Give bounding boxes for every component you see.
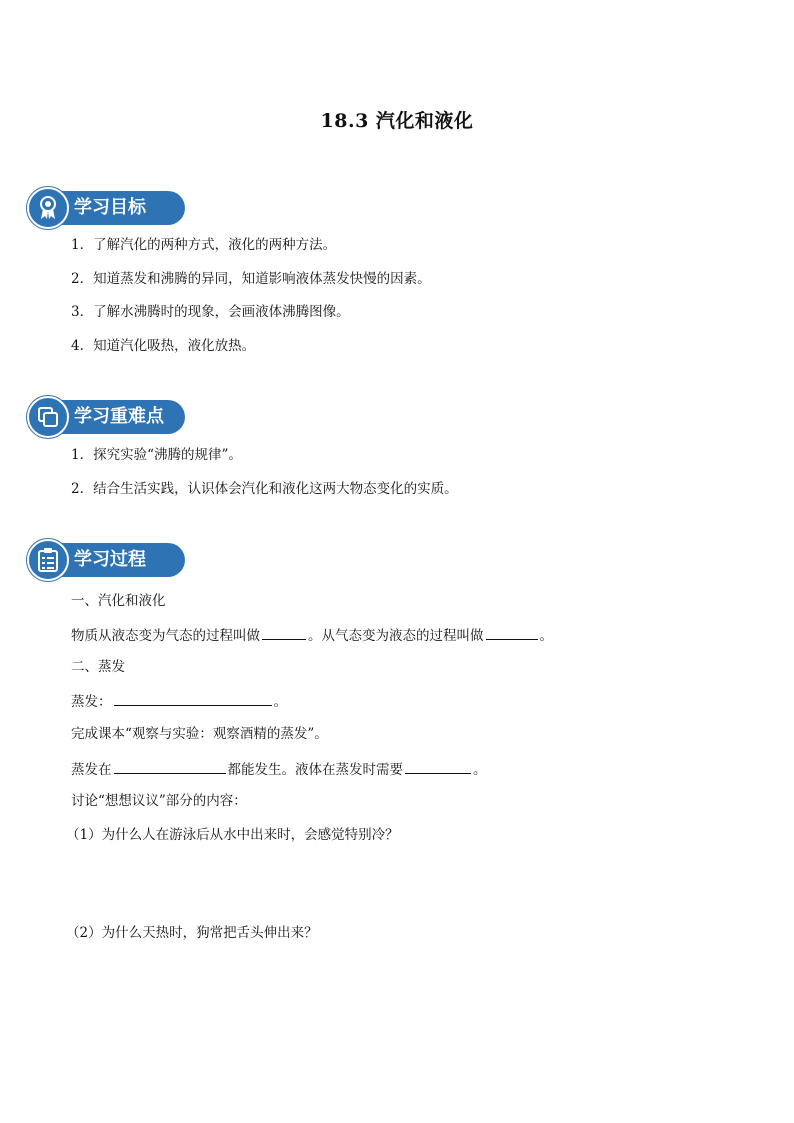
task-line: 完成课本“观察与实验：观察酒精的蒸发”。 <box>71 726 328 742</box>
page-title: 18.3 汽化和液化 <box>320 110 474 132</box>
answer-blank[interactable] <box>262 625 306 640</box>
fill-in-sentence <box>71 625 553 645</box>
answer-blank[interactable] <box>405 759 471 774</box>
goal-item: 2．知道蒸发和沸腾的异同，知道影响液体蒸发快慢的因素。 <box>71 271 431 287</box>
sentence-text: 蒸发： <box>71 694 112 710</box>
sentence-text: 蒸发在 <box>71 762 112 778</box>
section-header-key-points <box>27 396 187 438</box>
stacked-pages-icon <box>27 396 69 438</box>
sentence-text: 。 <box>273 694 287 710</box>
award-ribbon-icon <box>27 187 69 229</box>
sentence-text: 都能发生。液体在蒸发时需要 <box>227 762 403 778</box>
answer-blank[interactable] <box>114 759 226 774</box>
key-point-item: 2．结合生活实践，认识体会汽化和液化这两大物态变化的实质。 <box>71 481 458 497</box>
discussion-prompt: 讨论“想想议议”部分的内容： <box>71 793 247 809</box>
goal-item: 4．知道汽化吸热，液化放热。 <box>71 338 256 354</box>
clipboard-checklist-icon <box>27 539 69 581</box>
fill-in-sentence <box>71 759 487 779</box>
sentence-text: 。 <box>539 628 553 644</box>
answer-blank[interactable] <box>486 625 538 640</box>
answer-blank[interactable] <box>114 691 272 706</box>
section-header-process <box>27 539 187 581</box>
sentence-text: 物质从液态变为气态的过程叫做 <box>71 628 260 644</box>
section-title: 学习重难点 <box>74 406 164 427</box>
goal-item: 1．了解汽化的两种方式，液化的两种方法。 <box>71 237 337 253</box>
question-item: （2）为什么天热时，狗常把舌头伸出来？ <box>66 925 318 941</box>
key-point-item: 1．探究实验“沸腾的规律”。 <box>71 447 242 463</box>
section-title: 学习过程 <box>74 549 146 570</box>
question-item: （1）为什么人在游泳后从水中出来时，会感觉特别冷？ <box>66 827 399 843</box>
section-title: 学习目标 <box>74 197 146 218</box>
part-heading: 二、蒸发 <box>71 659 125 675</box>
fill-in-sentence <box>71 691 287 711</box>
part-heading: 一、汽化和液化 <box>71 593 166 609</box>
sentence-text: 。从气态变为液态的过程叫做 <box>308 628 484 644</box>
sentence-text: 。 <box>473 762 487 778</box>
goal-item: 3．了解水沸腾时的现象，会画液体沸腾图像。 <box>71 304 350 320</box>
section-header-goals <box>27 187 187 229</box>
